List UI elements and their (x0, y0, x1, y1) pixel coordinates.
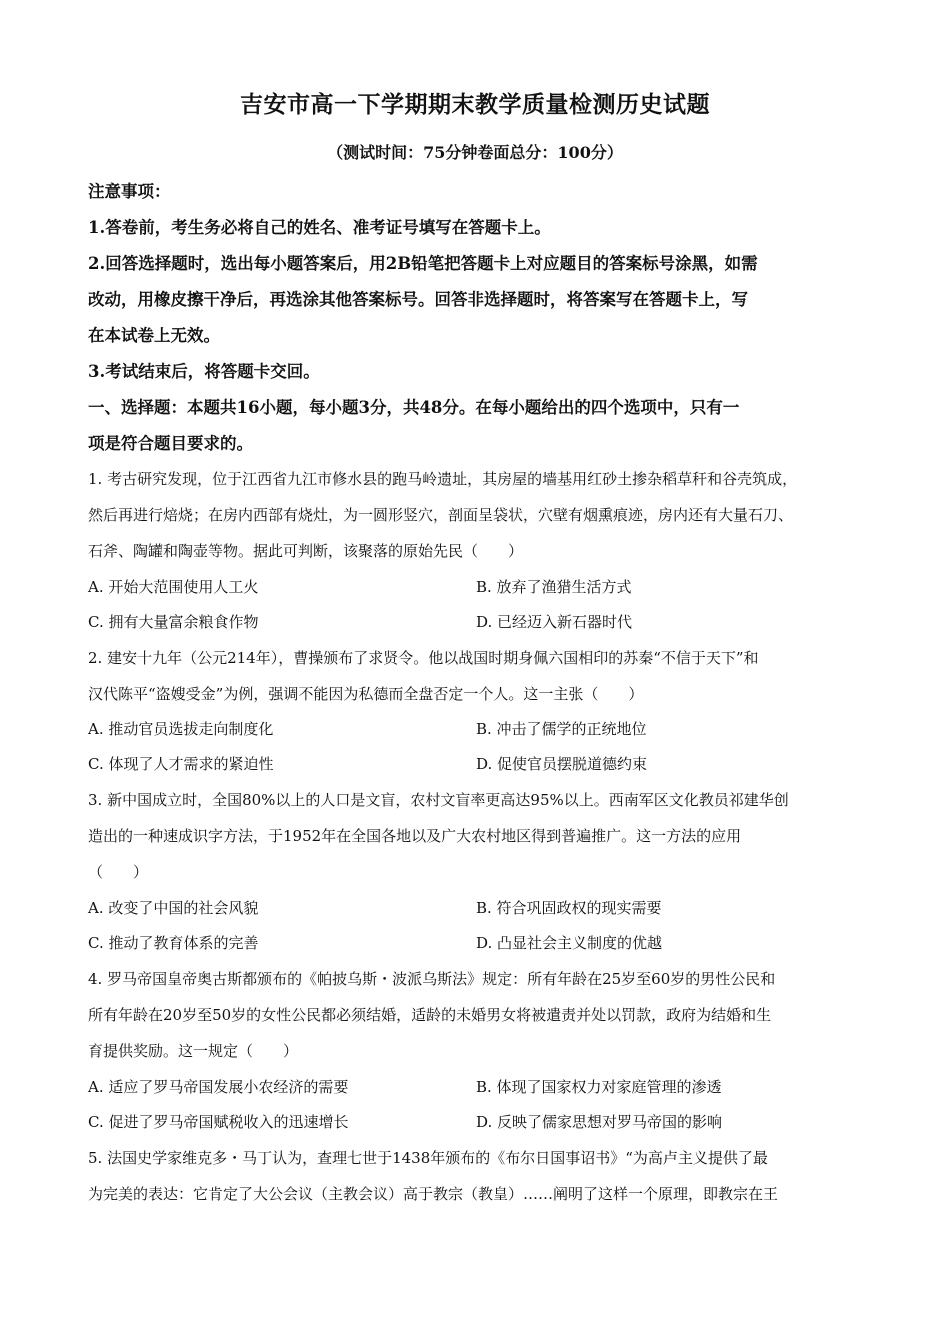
question-2-option-a: A. 推动官员选拔走向制度化 (88, 720, 274, 738)
question-4-option-b: B. 体现了国家权力对家庭管理的渗透 (476, 1078, 722, 1096)
question-4-line-3: 育提供奖励。这一规定（ ） (88, 1042, 299, 1060)
page-title: 吉安市高一下学期期末教学质量检测历史试题 (240, 91, 710, 118)
question-5-line-2: 为完美的表达：它肯定了大公会议（主教会议）高于教宗（教皇）……阐明了这样一个原理，即教宗在王 (88, 1185, 779, 1203)
question-2-line-1: 2. 建安十九年（公元214年），曹操颁布了求贤令。他以战国时期身佩六国相印的苏秦“不信于天下”和 (88, 649, 759, 667)
notice-item-3: 3.考试结束后，将答题卡交回。 (88, 362, 320, 381)
question-1-option-a: A. 开始大范围使用人工火 (88, 578, 259, 596)
question-3-option-a: A. 改变了中国的社会风貌 (88, 899, 259, 917)
question-2-line-2: 汉代陈平“盗嫂受金”为例，强调不能因为私德而全盘否定一个人。这一主张（ ） (88, 685, 644, 703)
notice-item-2-line-1: 2.回答选择题时，选出每小题答案后，用2B铅笔把答题卡上对应题目的答案标号涂黑，如需 (88, 254, 758, 273)
question-1-option-b: B. 放弃了渔猎生活方式 (476, 578, 632, 596)
question-2-option-d: D. 促使官员摆脱道德约束 (476, 755, 648, 773)
question-3-line-1: 3. 新中国成立时，全国80%以上的人口是文盲，农村文盲率更高达95%以上。西南军区文化教员祁建华创 (88, 791, 789, 809)
question-4-option-a: A. 适应了罗马帝国发展小农经济的需要 (88, 1078, 349, 1096)
question-1-line-3: 石斧、陶罐和陶壶等物。据此可判断，该聚落的原始先民（ ） (88, 542, 524, 560)
question-1-line-1: 1. 考古研究发现，位于江西省九江市修水县的跑马岭遗址，其房屋的墙基用红砂土掺杂稻草秆和谷壳筑成， (88, 470, 798, 488)
question-3-option-b: B. 符合巩固政权的现实需要 (476, 899, 662, 917)
question-2-option-b: B. 冲击了儒学的正统地位 (476, 720, 647, 738)
question-2-option-c: C. 体现了人才需求的紧迫性 (88, 755, 274, 773)
notice-heading: 注意事项： (88, 182, 171, 201)
question-4-line-2: 所有年龄在20岁至50岁的女性公民都必须结婚，适龄的未婚男女将被遣责并处以罚款，政府为结婚和生 (88, 1006, 772, 1024)
section-heading-line-2: 项是符合题目要求的。 (88, 434, 253, 453)
question-1-option-d: D. 已经迈入新石器时代 (476, 613, 633, 631)
question-4-option-c: C. 促进了罗马帝国赋税收入的迅速增长 (88, 1113, 349, 1131)
question-1-line-2: 然后再进行焙烧；在房内西部有烧灶，为一圆形竖穴，剖面呈袋状，穴壁有烟熏痕迹，房内还有大量石刀、 (88, 506, 794, 524)
exam-info: （测试时间：75分钟卷面总分：100分） (327, 143, 623, 162)
notice-item-2-line-3: 在本试卷上无效。 (88, 326, 220, 345)
question-3-line-3: （ ） (88, 863, 149, 881)
notice-item-2-line-2: 改动，用橡皮擦干净后，再选涂其他答案标号。回答非选择题时，将答案写在答题卡上，写 (88, 290, 748, 309)
notice-item-1: 1.答卷前，考生务必将自己的姓名、准考证号填写在答题卡上。 (88, 218, 551, 237)
question-3-line-2: 造出的一种速成识字方法，于1952年在全国各地以及广大农村地区得到普遍推广。这一方法的应用 (88, 827, 742, 845)
section-heading-line-1: 一、选择题：本题共16小题，每小题3分，共48分。在每小题给出的四个选项中，只有一 (88, 398, 740, 417)
question-3-option-c: C. 推动了教育体系的完善 (88, 934, 259, 952)
question-3-option-d: D. 凸显社会主义制度的优越 (476, 934, 663, 952)
question-1-option-c: C. 拥有大量富余粮食作物 (88, 613, 259, 631)
question-4-option-d: D. 反映了儒家思想对罗马帝国的影响 (476, 1113, 723, 1131)
question-5-line-1: 5. 法国史学家维克多・马丁认为，查理七世于1438年颁布的《布尔日国事诏书》“为高卢主义提供了最 (88, 1149, 768, 1167)
question-4-line-1: 4. 罗马帝国皇帝奥古斯都颁布的《帕披乌斯・波派乌斯法》规定：所有年龄在25岁至60岁的男性公民和 (88, 970, 776, 988)
